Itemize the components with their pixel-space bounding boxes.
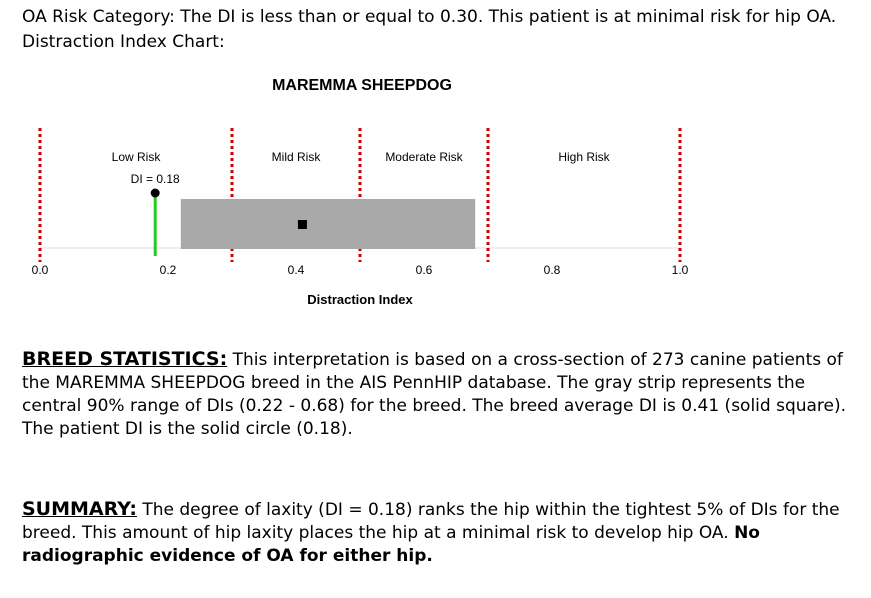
breed-statistics-heading: BREED STATISTICS: [22,348,228,370]
zone-label-0: Low Risk [111,150,161,164]
x-axis-label: Distraction Index [307,292,413,307]
breed-range-strip [181,199,475,249]
x-tick-label-4: 0.8 [543,263,561,277]
chart-title: MAREMMA SHEEPDOG [272,77,452,94]
x-tick-label-0: 0.0 [31,263,49,277]
zone-label-2: Moderate Risk [385,150,463,164]
summary-text: The degree of laxity (DI = 0.18) ranks the hip within the tightest 5% of DIs for the breed. This amount of hip laxity places the hip at a minimal risk to develop hip OA. [22,500,840,543]
x-tick-label-5: 1.0 [671,263,689,277]
zone-label-3: High Risk [558,150,610,164]
x-tick-label-1: 0.2 [159,263,177,277]
patient-di-circle [151,189,160,198]
x-tick-label-2: 0.4 [287,263,305,277]
summary-conclusion: No radiographic evidence of OA for either hip. [22,523,760,566]
zone-label-1: Mild Risk [271,150,321,164]
x-tick-label-3: 0.6 [415,263,433,277]
breed-statistics [22,348,862,441]
patient-di-label: DI = 0.18 [130,172,180,186]
risk-category-line: OA Risk Category: The DI is less than or equal to 0.30. This patient is at minimal risk for hip OA. [22,7,837,27]
breed-statistics-text: This interpretation is based on a cross-section of 273 canine patients of the MAREMMA SHEEPDOG breed in the AIS PennHIP database. The gray strip represents the central 90% range of DIs (0.22 - 0.68) for the breed. The breed average DI is 0.41 (solid square). The patient DI is the solid circle (0.18). [22,350,847,439]
distraction-index-chart [0,60,871,320]
summary [22,498,862,568]
breed-average-square [298,220,307,229]
chart-heading: Distraction Index Chart: [22,32,225,52]
summary-heading: SUMMARY: [22,498,137,520]
